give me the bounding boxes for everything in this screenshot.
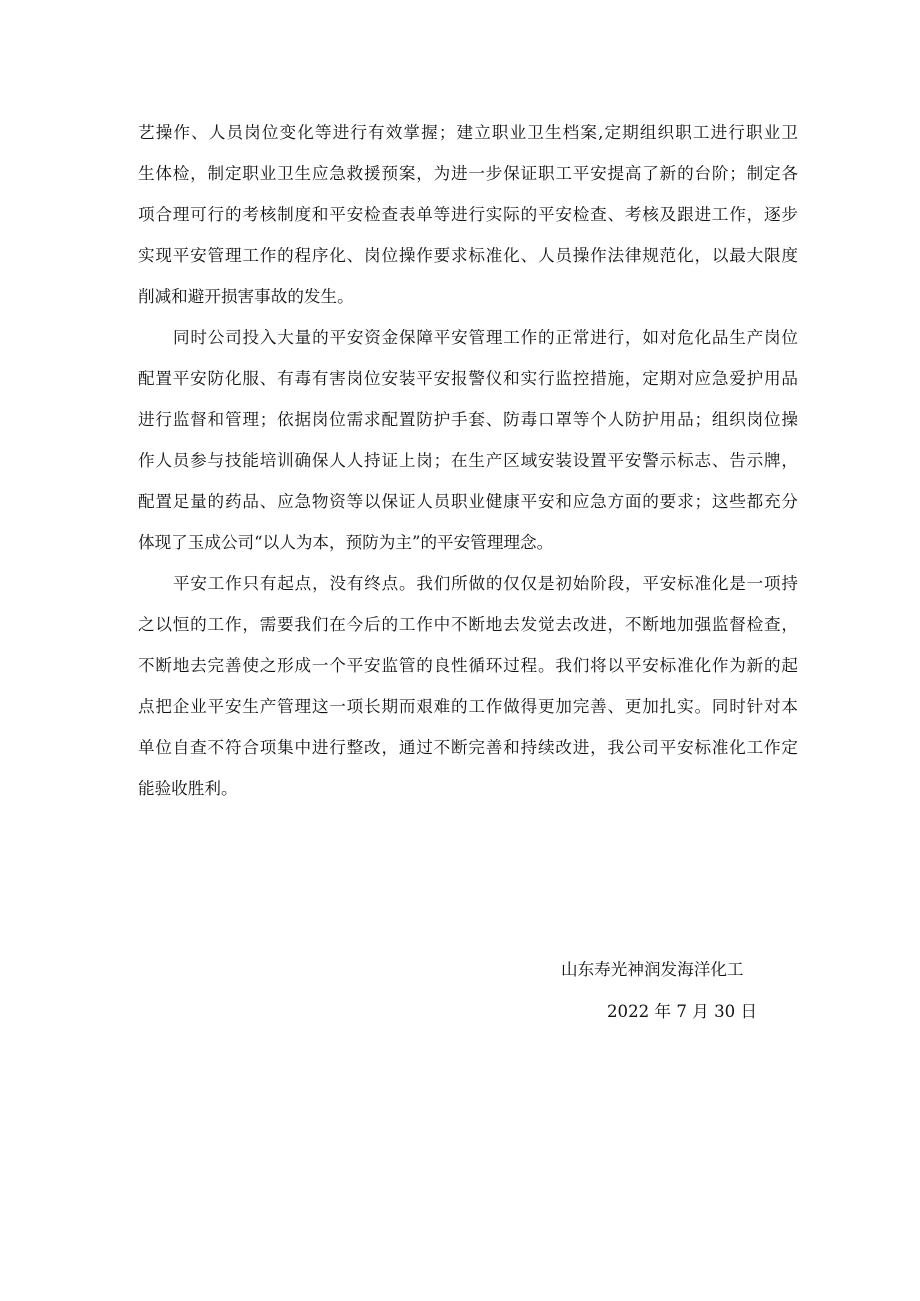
text-line: 体现了玉成公司“以人为本，预防为主”的平安管理理念。 [138,533,554,552]
text-line: 配置平安防化服、有毒有害岗位安装平安报警仪和实行监控措施，定期对应急爱护用品 [138,369,798,388]
text-line: 项合理可行的考核制度和平安检查表单等进行实际的平安检查、考核及跟进工作，逐步 [138,205,798,224]
text-line: 实现平安管理工作的程序化、岗位操作要求标准化、人员操作法律规范化，以最大限度 [138,246,798,265]
paragraph-2 [138,317,798,563]
text-line: 不断地去完善使之形成一个平安监管的良性循环过程。我们将以平安标准化作为新的起 [138,656,798,675]
text-line: 平安工作只有起点，没有终点。我们所做的仅仅是初始阶段，平安标准化是一项持 [173,574,798,593]
text-line: 同时公司投入大量的平安资金保障平安管理工作的正常进行，如对危化品生产岗位 [173,328,798,347]
paragraph-1 [138,112,798,317]
text-line: 削减和避开损害事故的发生。 [138,287,354,306]
text-line: 能验收胜利。 [138,779,238,798]
text-line: 单位自查不符合项集中进行整改，通过不断完善和持续改进，我公司平安标准化工作定 [138,738,798,757]
text-line: 点把企业平安生产管理这一项长期而艰难的工作做得更加完善、更加扎实。同时针对本 [138,697,798,716]
text-line: 之以恒的工作，需要我们在今后的工作中不断地去发觉去改进，不断地加强监督检查， [138,615,798,634]
document-body [138,112,798,809]
text-line: 艺操作、人员岗位变化等进行有效掌握；建立职业卫生档案,定期组织职工进行职业卫 [138,123,798,142]
signature-date: 2022 年 7 月 30 日 [607,1002,758,1021]
text-line: 配置足量的药品、应急物资等以保证人员职业健康平安和应急方面的要求；这些都充分 [138,492,798,511]
text-line: 进行监督和管理；依据岗位需求配置防护手套、防毒口罩等个人防护用品；组织岗位操 [138,410,798,429]
signature-company: 山东寿光神润发海洋化工 [561,960,744,979]
text-line: 作人员参与技能培训确保人人持证上岗；在生产区域安装设置平安警示标志、告示牌， [138,451,798,470]
paragraph-3 [138,563,798,809]
text-line: 生体检，制定职业卫生应急救援预案，为进一步保证职工平安提高了新的台阶；制定各 [138,164,798,183]
